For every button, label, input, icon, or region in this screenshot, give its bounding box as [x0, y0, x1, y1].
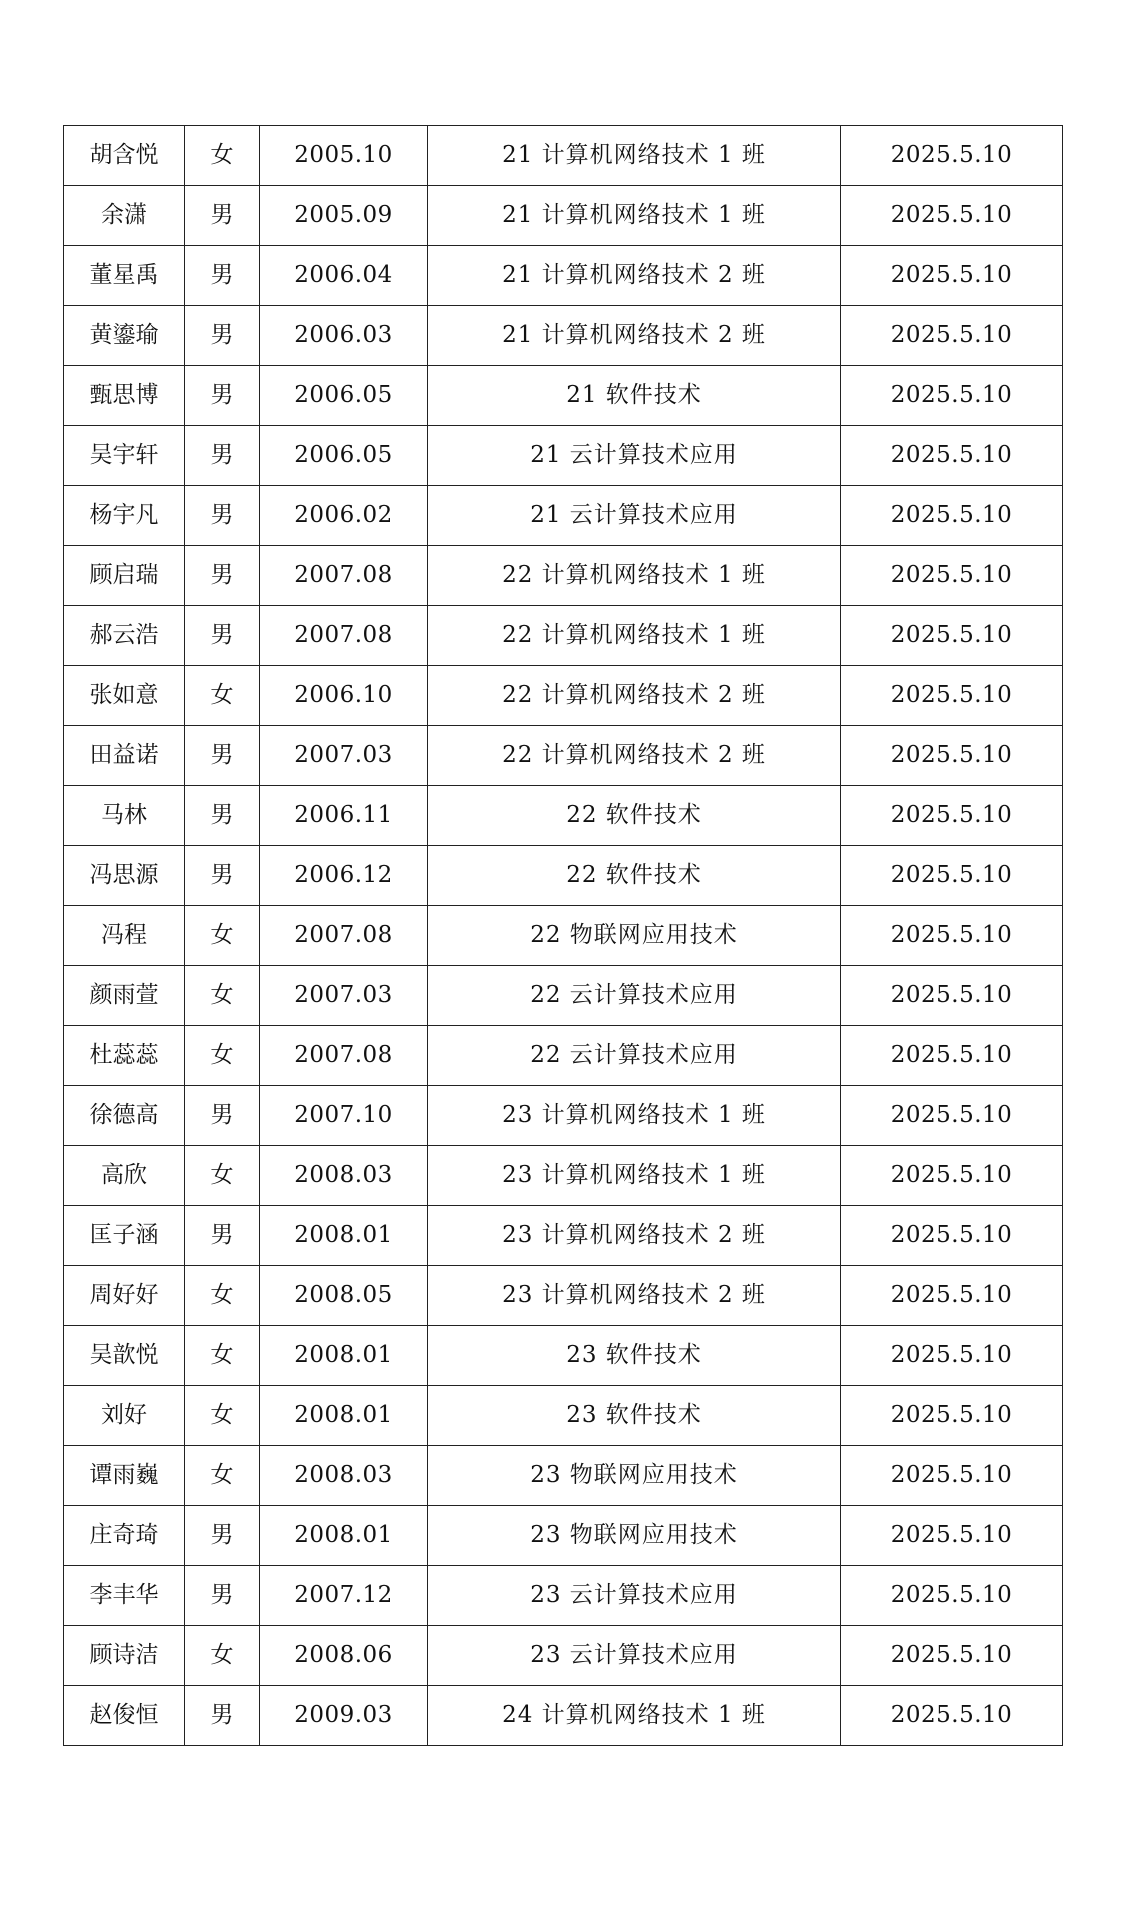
gender-cell: 男 — [185, 786, 260, 846]
student-name-cell: 顾启瑞 — [64, 546, 185, 606]
class-cell: 23 计算机网络技术 2 班 — [428, 1206, 841, 1266]
gender-cell: 女 — [185, 1626, 260, 1686]
student-name-cell: 马林 — [64, 786, 185, 846]
student-name-cell: 董星禹 — [64, 246, 185, 306]
table-row — [64, 1086, 1063, 1146]
student-name-cell: 郝云浩 — [64, 606, 185, 666]
class-cell: 22 软件技术 — [428, 786, 841, 846]
table-row — [64, 1386, 1063, 1446]
birth-date-cell: 2005.09 — [260, 186, 428, 246]
table-row — [64, 1686, 1063, 1746]
birth-date-cell: 2007.10 — [260, 1086, 428, 1146]
student-name-cell: 吴歆悦 — [64, 1326, 185, 1386]
student-name-cell: 刘好 — [64, 1386, 185, 1446]
birth-date-cell: 2008.01 — [260, 1326, 428, 1386]
student-name-cell: 赵俊恒 — [64, 1686, 185, 1746]
birth-date-cell: 2008.01 — [260, 1506, 428, 1566]
table-row — [64, 786, 1063, 846]
birth-date-cell: 2006.03 — [260, 306, 428, 366]
table-row — [64, 726, 1063, 786]
birth-date-cell: 2008.05 — [260, 1266, 428, 1326]
class-cell: 21 云计算技术应用 — [428, 486, 841, 546]
student-name-cell: 李丰华 — [64, 1566, 185, 1626]
record-date-cell: 2025.5.10 — [841, 846, 1063, 906]
record-date-cell: 2025.5.10 — [841, 126, 1063, 186]
record-date-cell: 2025.5.10 — [841, 1506, 1063, 1566]
record-date-cell: 2025.5.10 — [841, 1206, 1063, 1266]
student-name-cell: 顾诗洁 — [64, 1626, 185, 1686]
student-name-cell: 高欣 — [64, 1146, 185, 1206]
gender-cell: 男 — [185, 1206, 260, 1266]
table-row — [64, 666, 1063, 726]
table-row — [64, 126, 1063, 186]
record-date-cell: 2025.5.10 — [841, 246, 1063, 306]
student-name-cell: 颜雨萱 — [64, 966, 185, 1026]
record-date-cell: 2025.5.10 — [841, 1086, 1063, 1146]
table-row — [64, 1626, 1063, 1686]
gender-cell: 男 — [185, 486, 260, 546]
class-cell: 23 物联网应用技术 — [428, 1506, 841, 1566]
student-name-cell: 甄思博 — [64, 366, 185, 426]
record-date-cell: 2025.5.10 — [841, 1326, 1063, 1386]
table-row — [64, 546, 1063, 606]
gender-cell: 女 — [185, 906, 260, 966]
gender-cell: 女 — [185, 666, 260, 726]
record-date-cell: 2025.5.10 — [841, 726, 1063, 786]
gender-cell: 女 — [185, 1326, 260, 1386]
gender-cell: 女 — [185, 1446, 260, 1506]
birth-date-cell: 2006.10 — [260, 666, 428, 726]
gender-cell: 男 — [185, 246, 260, 306]
class-cell: 21 计算机网络技术 1 班 — [428, 186, 841, 246]
birth-date-cell: 2006.05 — [260, 426, 428, 486]
table-row — [64, 1566, 1063, 1626]
table-row — [64, 246, 1063, 306]
student-roster-table — [63, 125, 1063, 1746]
student-name-cell: 田益诺 — [64, 726, 185, 786]
gender-cell: 女 — [185, 1266, 260, 1326]
student-name-cell: 吴宇轩 — [64, 426, 185, 486]
gender-cell: 男 — [185, 306, 260, 366]
class-cell: 23 软件技术 — [428, 1326, 841, 1386]
birth-date-cell: 2009.03 — [260, 1686, 428, 1746]
record-date-cell: 2025.5.10 — [841, 1146, 1063, 1206]
birth-date-cell: 2007.03 — [260, 966, 428, 1026]
student-name-cell: 谭雨巍 — [64, 1446, 185, 1506]
table-row — [64, 306, 1063, 366]
student-name-cell: 周好好 — [64, 1266, 185, 1326]
birth-date-cell: 2007.08 — [260, 606, 428, 666]
record-date-cell: 2025.5.10 — [841, 1686, 1063, 1746]
student-name-cell: 匡子涵 — [64, 1206, 185, 1266]
record-date-cell: 2025.5.10 — [841, 426, 1063, 486]
class-cell: 22 云计算技术应用 — [428, 966, 841, 1026]
birth-date-cell: 2007.03 — [260, 726, 428, 786]
gender-cell: 男 — [185, 426, 260, 486]
record-date-cell: 2025.5.10 — [841, 1026, 1063, 1086]
student-name-cell: 徐德高 — [64, 1086, 185, 1146]
class-cell: 22 软件技术 — [428, 846, 841, 906]
birth-date-cell: 2008.01 — [260, 1386, 428, 1446]
student-name-cell: 冯程 — [64, 906, 185, 966]
birth-date-cell: 2008.03 — [260, 1446, 428, 1506]
table-row — [64, 1446, 1063, 1506]
class-cell: 23 计算机网络技术 2 班 — [428, 1266, 841, 1326]
birth-date-cell: 2006.04 — [260, 246, 428, 306]
record-date-cell: 2025.5.10 — [841, 606, 1063, 666]
table-row — [64, 966, 1063, 1026]
table-row — [64, 1266, 1063, 1326]
class-cell: 23 计算机网络技术 1 班 — [428, 1086, 841, 1146]
class-cell: 22 物联网应用技术 — [428, 906, 841, 966]
class-cell: 21 计算机网络技术 1 班 — [428, 126, 841, 186]
class-cell: 22 计算机网络技术 1 班 — [428, 546, 841, 606]
birth-date-cell: 2008.01 — [260, 1206, 428, 1266]
record-date-cell: 2025.5.10 — [841, 186, 1063, 246]
birth-date-cell: 2007.12 — [260, 1566, 428, 1626]
class-cell: 22 计算机网络技术 2 班 — [428, 666, 841, 726]
gender-cell: 男 — [185, 366, 260, 426]
class-cell: 23 物联网应用技术 — [428, 1446, 841, 1506]
gender-cell: 男 — [185, 726, 260, 786]
record-date-cell: 2025.5.10 — [841, 1566, 1063, 1626]
record-date-cell: 2025.5.10 — [841, 906, 1063, 966]
table-row — [64, 186, 1063, 246]
birth-date-cell: 2006.05 — [260, 366, 428, 426]
record-date-cell: 2025.5.10 — [841, 486, 1063, 546]
class-cell: 22 云计算技术应用 — [428, 1026, 841, 1086]
record-date-cell: 2025.5.10 — [841, 1266, 1063, 1326]
table-row — [64, 366, 1063, 426]
table-row — [64, 1506, 1063, 1566]
gender-cell: 女 — [185, 1146, 260, 1206]
birth-date-cell: 2007.08 — [260, 546, 428, 606]
student-name-cell: 余潇 — [64, 186, 185, 246]
gender-cell: 男 — [185, 1086, 260, 1146]
birth-date-cell: 2007.08 — [260, 906, 428, 966]
gender-cell: 男 — [185, 1506, 260, 1566]
table-row — [64, 1026, 1063, 1086]
table-row — [64, 1326, 1063, 1386]
birth-date-cell: 2006.02 — [260, 486, 428, 546]
record-date-cell: 2025.5.10 — [841, 666, 1063, 726]
table-row — [64, 1146, 1063, 1206]
record-date-cell: 2025.5.10 — [841, 306, 1063, 366]
student-name-cell: 杨宇凡 — [64, 486, 185, 546]
class-cell: 23 计算机网络技术 1 班 — [428, 1146, 841, 1206]
table-row — [64, 1206, 1063, 1266]
class-cell: 21 计算机网络技术 2 班 — [428, 246, 841, 306]
gender-cell: 男 — [185, 606, 260, 666]
gender-cell: 女 — [185, 126, 260, 186]
table-row — [64, 426, 1063, 486]
gender-cell: 男 — [185, 846, 260, 906]
birth-date-cell: 2006.12 — [260, 846, 428, 906]
birth-date-cell: 2008.06 — [260, 1626, 428, 1686]
record-date-cell: 2025.5.10 — [841, 1446, 1063, 1506]
gender-cell: 女 — [185, 966, 260, 1026]
record-date-cell: 2025.5.10 — [841, 366, 1063, 426]
gender-cell: 女 — [185, 1026, 260, 1086]
student-name-cell: 胡含悦 — [64, 126, 185, 186]
gender-cell: 女 — [185, 1386, 260, 1446]
table-row — [64, 606, 1063, 666]
table-row — [64, 486, 1063, 546]
class-cell: 23 云计算技术应用 — [428, 1626, 841, 1686]
class-cell: 22 计算机网络技术 1 班 — [428, 606, 841, 666]
class-cell: 21 计算机网络技术 2 班 — [428, 306, 841, 366]
student-name-cell: 黄鎏瑜 — [64, 306, 185, 366]
student-name-cell: 张如意 — [64, 666, 185, 726]
table-row — [64, 906, 1063, 966]
record-date-cell: 2025.5.10 — [841, 966, 1063, 1026]
gender-cell: 男 — [185, 546, 260, 606]
class-cell: 24 计算机网络技术 1 班 — [428, 1686, 841, 1746]
record-date-cell: 2025.5.10 — [841, 786, 1063, 846]
class-cell: 22 计算机网络技术 2 班 — [428, 726, 841, 786]
birth-date-cell: 2005.10 — [260, 126, 428, 186]
student-name-cell: 杜蕊蕊 — [64, 1026, 185, 1086]
birth-date-cell: 2006.11 — [260, 786, 428, 846]
roster-body — [64, 126, 1063, 1746]
birth-date-cell: 2007.08 — [260, 1026, 428, 1086]
student-name-cell: 冯思源 — [64, 846, 185, 906]
class-cell: 23 软件技术 — [428, 1386, 841, 1446]
record-date-cell: 2025.5.10 — [841, 546, 1063, 606]
student-name-cell: 庄奇琦 — [64, 1506, 185, 1566]
class-cell: 23 云计算技术应用 — [428, 1566, 841, 1626]
record-date-cell: 2025.5.10 — [841, 1626, 1063, 1686]
gender-cell: 男 — [185, 1686, 260, 1746]
class-cell: 21 云计算技术应用 — [428, 426, 841, 486]
gender-cell: 男 — [185, 1566, 260, 1626]
birth-date-cell: 2008.03 — [260, 1146, 428, 1206]
class-cell: 21 软件技术 — [428, 366, 841, 426]
table-row — [64, 846, 1063, 906]
gender-cell: 男 — [185, 186, 260, 246]
record-date-cell: 2025.5.10 — [841, 1386, 1063, 1446]
